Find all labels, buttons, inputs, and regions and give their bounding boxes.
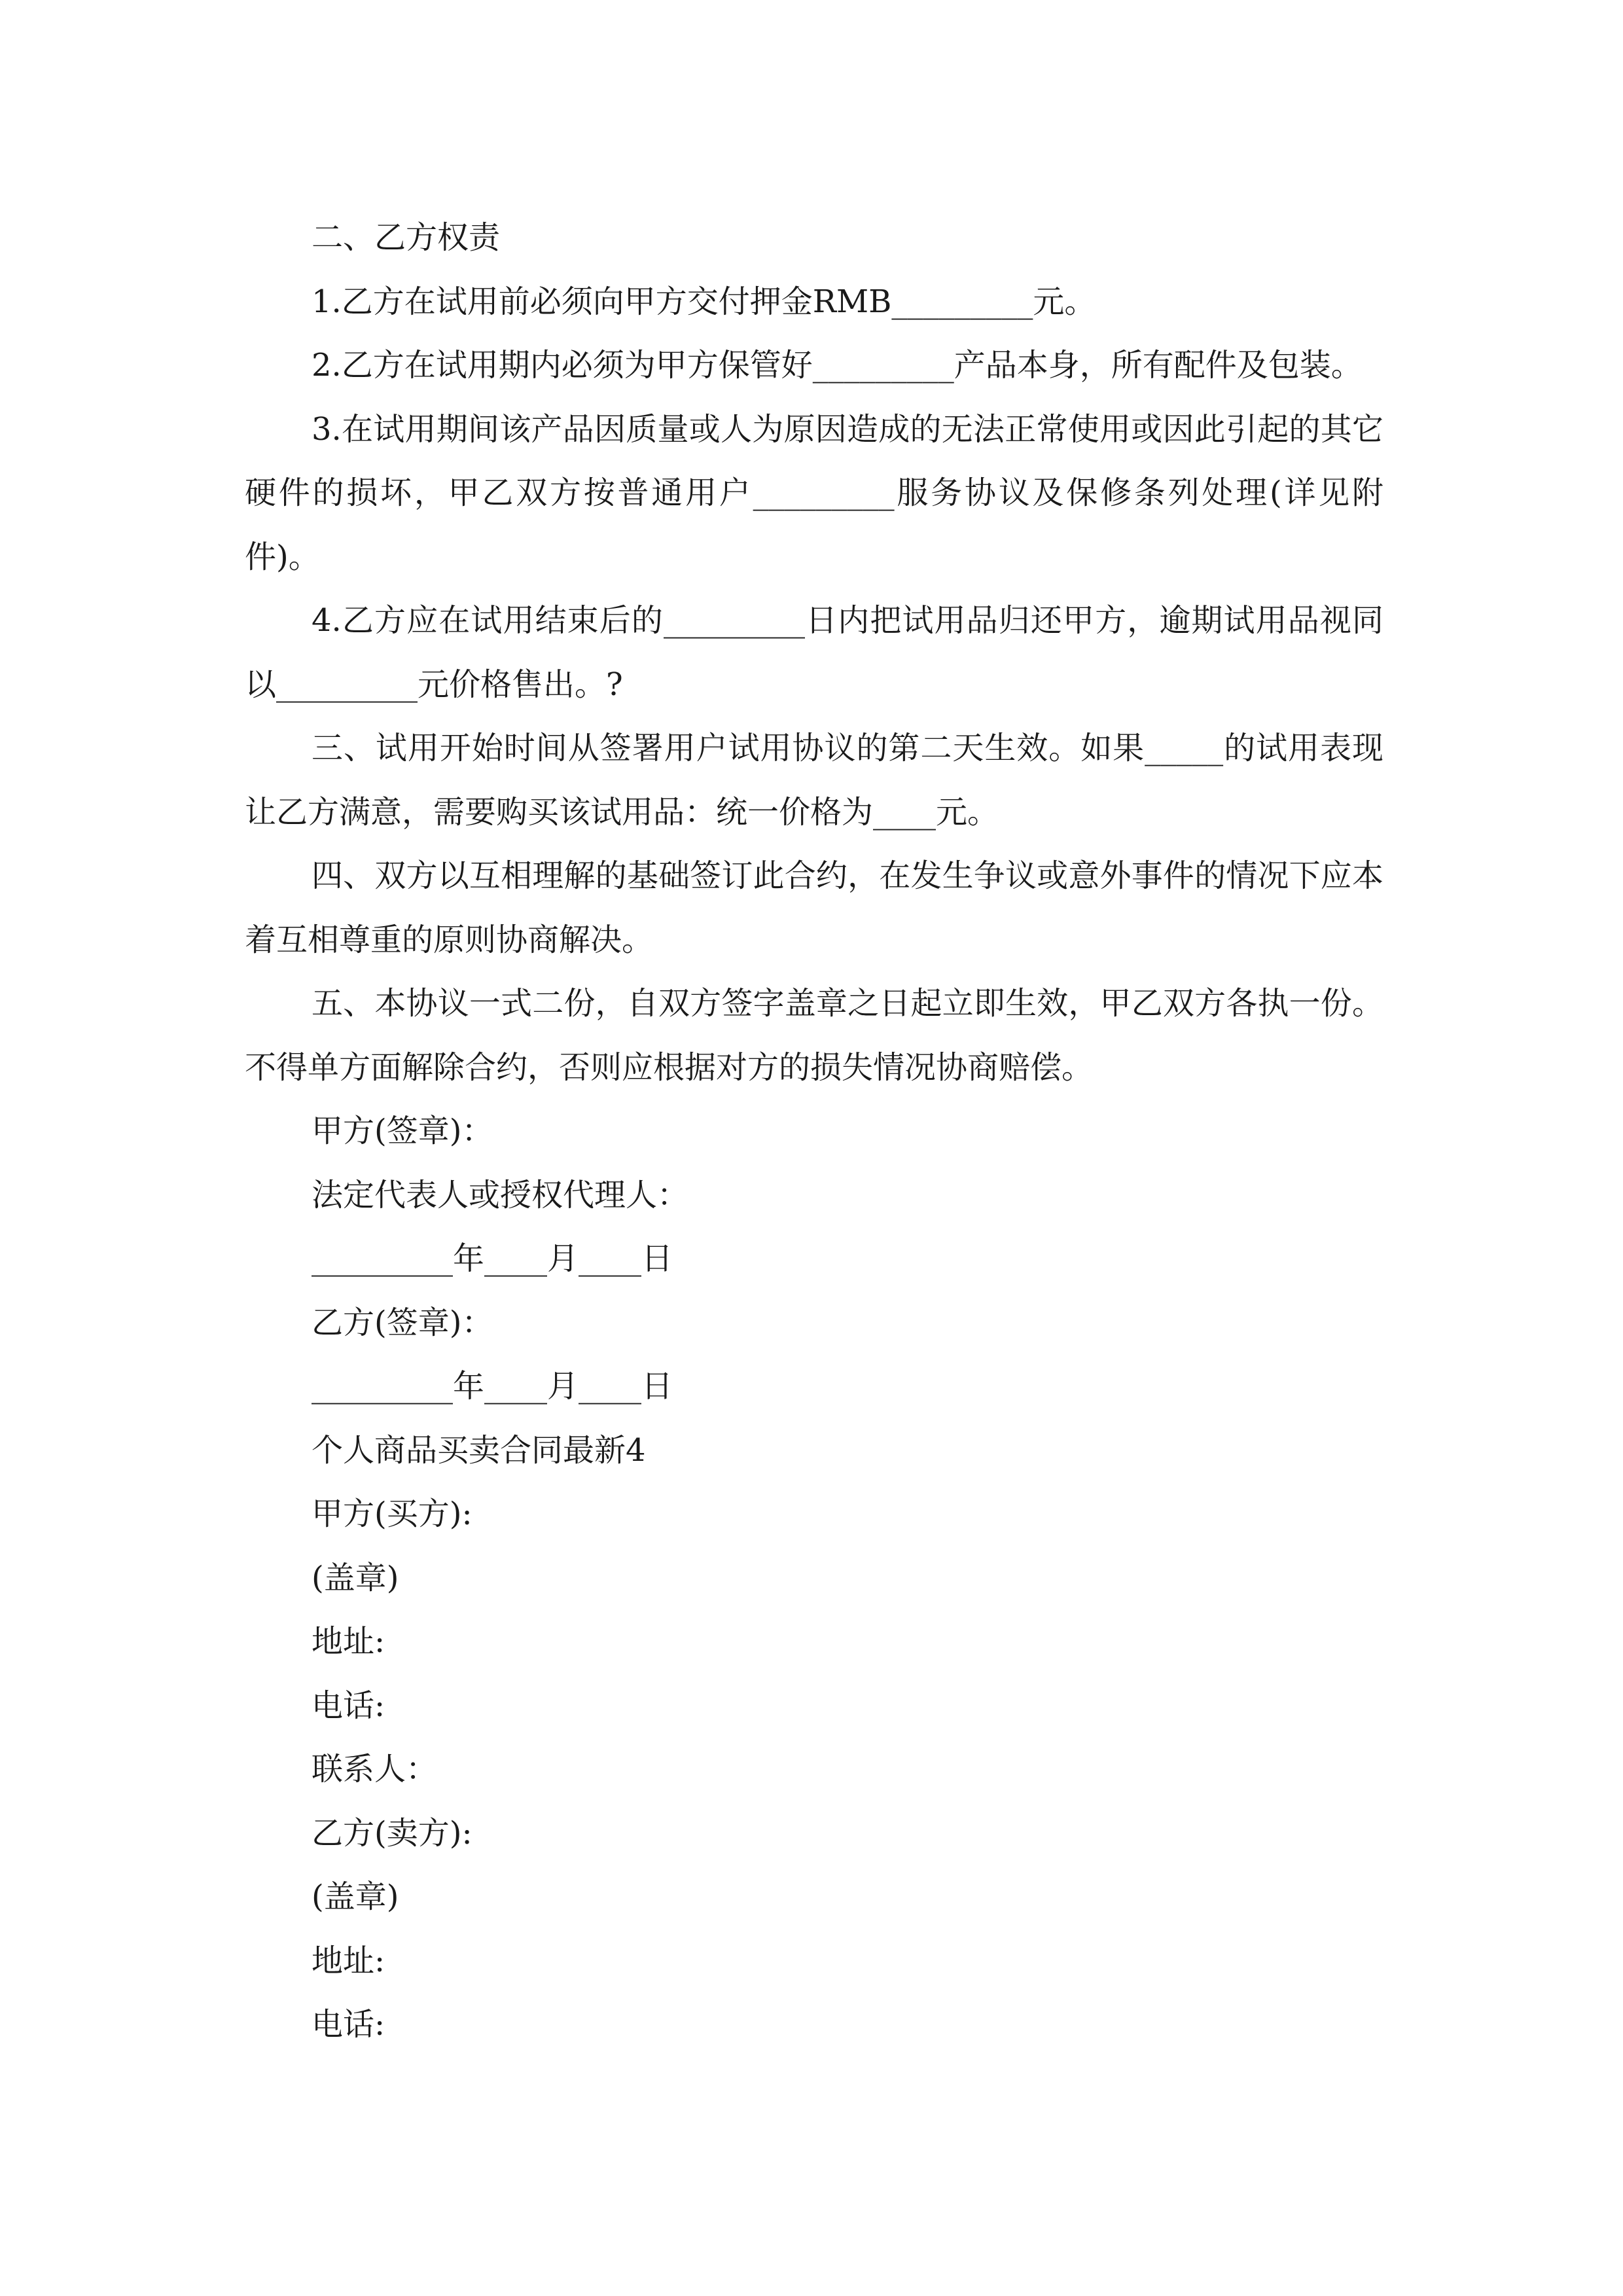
seller-label: 乙方(卖方): [312,1814,473,1852]
party-a-date-line: _________年____月____日 [312,1240,673,1277]
buyer-seal-label: (盖章) [312,1559,399,1596]
contract-4-title: 个人商品买卖合同最新4 [312,1431,646,1469]
buyer-label: 甲方(买方): [312,1496,473,1532]
heading-party-b-duties: 二、乙方权责 [312,219,501,256]
legal-representative-label: 法定代表人或授权代理人： [312,1176,689,1213]
clause-2-4-return: 4.乙方应在试用结束后的_________日内把试用品归还甲方，逾期试用品视同以_________元价格售出。? [245,602,1383,703]
section-5-effectiveness: 五、本协议一式二份，自双方签字盖章之日起立即生效，甲乙双方各执一份。不得单方面解除合约，否则应根据对方的损失情况协商赔偿。 [245,985,1383,1086]
document-body [245,206,1383,2057]
seller-phone-label: 电话: [312,2006,385,2043]
section-3-trial-start: 三、试用开始时间从签署用户试用协议的第二天生效。如果_____的试用表现让乙方满意，需要购买该试用品：统一价格为____元。 [245,730,1383,831]
party-b-date-line: _________年____月____日 [312,1368,673,1405]
clause-2-2-safekeeping: 2.乙方在试用期内必须为甲方保管好_________产品本身，所有配件及包装。 [312,347,1363,384]
buyer-contact-label: 联系人： [312,1751,438,1787]
buyer-address-label: 地址: [312,1623,385,1660]
seller-address-label: 地址: [312,1942,385,1979]
clause-2-3-damage: 3.在试用期间该产品因质量或人为原因造成的无法正常使用或因此引起的其它硬件的损坏，甲乙双方按普通用户_________服务协议及保修条列处理(详见附件)。 [245,410,1383,575]
party-a-signature-label: 甲方(签章)： [312,1113,493,1149]
clause-2-1-deposit: 1.乙方在试用前必须向甲方交付押金RMB_________元。 [312,283,1096,320]
seller-seal-label: (盖章) [312,1878,399,1915]
buyer-phone-label: 电话: [312,1687,385,1724]
section-4-disputes: 四、双方以互相理解的基础签订此合约，在发生争议或意外事件的情况下应本着互相尊重的原则协商解决。 [245,857,1383,958]
party-b-signature-label: 乙方(签章)： [312,1304,493,1341]
